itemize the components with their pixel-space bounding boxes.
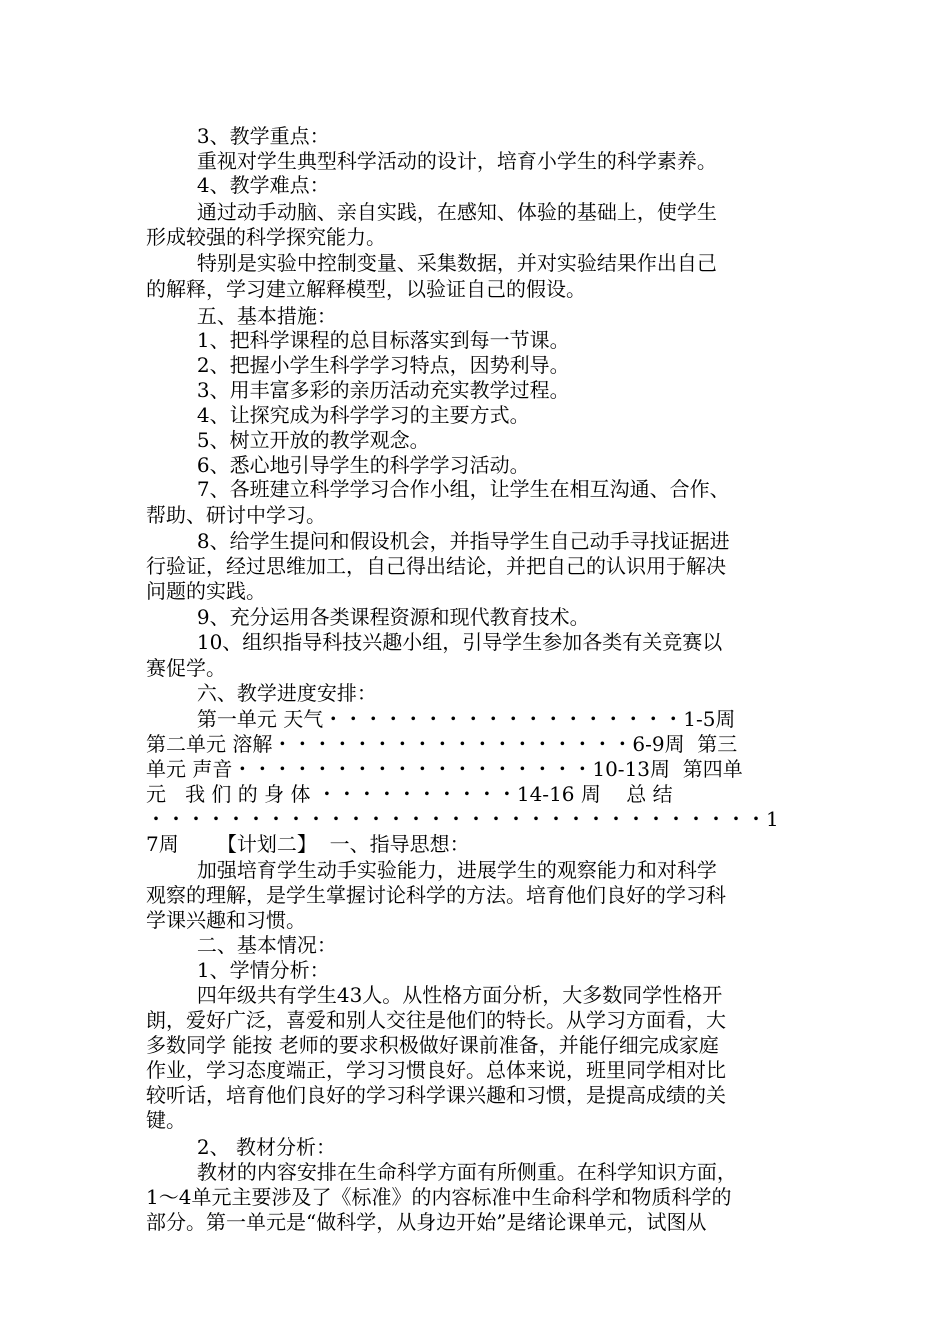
text-line: 朗，爱好广泛，喜爱和别人交往是他们的特长。从学习方面看，大 bbox=[146, 1008, 726, 1032]
text-line: 1、把科学课程的总目标落实到每一节课。 bbox=[146, 328, 570, 352]
text-line: 作业，学习态度端正，学习习惯良好。总体来说，班里同学相对比 bbox=[146, 1058, 726, 1082]
text-line: 7周 【计划二】 一、指导思想： bbox=[146, 832, 470, 856]
text-line: 第一单元 天气・・・・・・・・・・・・・・・・・・1-5周 bbox=[146, 707, 736, 731]
text-line: 5、树立开放的教学观念。 bbox=[146, 428, 430, 452]
text-line: 1～4单元主要涉及了《标准》的内容标准中生命科学和物质科学的 bbox=[146, 1185, 732, 1209]
text-line: 五、基本措施： bbox=[146, 304, 337, 328]
text-line: 2、 教材分析： bbox=[146, 1135, 336, 1159]
text-line: 4、教学难点： bbox=[146, 173, 330, 197]
text-line: 4、让探究成为科学学习的主要方式。 bbox=[146, 403, 530, 427]
text-line: 帮助、研讨中学习。 bbox=[146, 503, 326, 527]
text-line: 问题的实践。 bbox=[146, 579, 266, 603]
text-line: 行验证，经过思维加工，自己得出结论，并把自己的认识用于解决 bbox=[146, 554, 726, 578]
text-line: 2、把握小学生科学学习特点，因势利导。 bbox=[146, 353, 570, 377]
text-line: 部分。第一单元是“做科学，从身边开始”是绪论课单元，试图从 bbox=[146, 1210, 707, 1234]
text-line: 加强培育学生动手实验能力，进展学生的观察能力和对科学 bbox=[146, 858, 717, 882]
text-line: 特别是实验中控制变量、采集数据，并对实验结果作出自己 bbox=[146, 251, 717, 275]
text-line: 单元 声音・・・・・・・・・・・・・・・・・・10-13周 第四单 bbox=[146, 757, 743, 781]
text-line: 学课兴趣和习惯。 bbox=[146, 908, 306, 932]
text-line: 6、悉心地引导学生的科学学习活动。 bbox=[146, 453, 530, 477]
text-line: 第二单元 溶解・・・・・・・・・・・・・・・・・・6-9周 第三 bbox=[146, 732, 738, 756]
text-line: 键。 bbox=[146, 1108, 186, 1132]
text-line: 通过动手动脑、亲自实践，在感知、体验的基础上，使学生 bbox=[146, 200, 717, 224]
text-line: 赛促学。 bbox=[146, 656, 226, 680]
text-line: 重视对学生典型科学活动的设计，培育小学生的科学素养。 bbox=[146, 149, 717, 173]
text-line: 教材的内容安排在生命科学方面有所侧重。在科学知识方面， bbox=[146, 1160, 737, 1184]
text-line: 多数同学 能按 老师的要求积极做好课前准备，并能仔细完成家庭 bbox=[146, 1033, 719, 1057]
text-line: 3、用丰富多彩的亲历活动充实教学过程。 bbox=[146, 378, 570, 402]
text-line: 观察的理解，是学生掌握讨论科学的方法。培育他们良好的学习科 bbox=[146, 883, 726, 907]
text-line: 形成较强的科学探究能力。 bbox=[146, 225, 386, 249]
text-line: 四年级共有学生43人。从性格方面分析，大多数同学性格开 bbox=[146, 983, 723, 1007]
text-line: 元 我 们 的 身 体 ・・・・・・・・・・14-16 周 总 结 bbox=[146, 782, 673, 806]
text-line: 7、各班建立科学学习合作小组，让学生在相互沟通、合作、 bbox=[146, 477, 730, 501]
text-line: 10、组织指导科技兴趣小组，引导学生参加各类有关竞赛以 bbox=[146, 630, 723, 654]
text-line: 9、充分运用各类课程资源和现代教育技术。 bbox=[146, 605, 590, 629]
text-line: ・・・・・・・・・・・・・・・・・・・・・・・・・・・・・・・1 bbox=[146, 807, 779, 831]
text-line: 3、教学重点： bbox=[146, 124, 330, 148]
text-line: 二、基本情况： bbox=[146, 933, 337, 957]
text-line: 1、学情分析： bbox=[146, 958, 330, 982]
text-line: 六、教学进度安排： bbox=[146, 681, 377, 705]
text-line: 的解释，学习建立解释模型，以验证自己的假设。 bbox=[146, 277, 586, 301]
text-line: 8、给学生提问和假设机会，并指导学生自己动手寻找证据进 bbox=[146, 529, 730, 553]
text-line: 较听话，培育他们良好的学习科学课兴趣和习惯，是提高成绩的关 bbox=[146, 1083, 726, 1107]
